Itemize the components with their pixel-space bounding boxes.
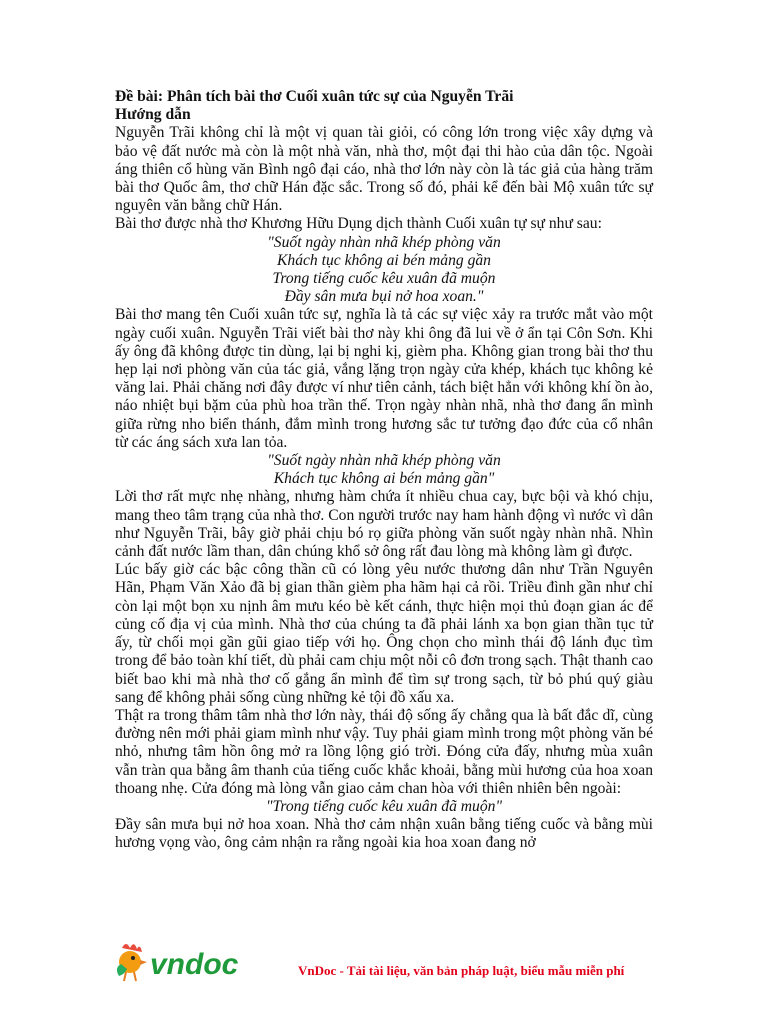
paragraph: Lời thơ rất mực nhẹ nhàng, nhưng hàm chứa ít nhiều chua cay, bực bội và khó chịu, mang theo tâm trạng của nhà thơ. Con người trước nay ham hành động vì nước vì dân như Nguyễn Trãi, bây giờ phải chịu bó rọ giữa phòng văn suốt ngày nhàn nhã. Nhìn cảnh đất nước lầm than, dân chúng khổ sở ông rất đau lòng mà không làm gì được. (115, 488, 653, 561)
paragraph: Lúc bấy giờ các bậc công thần cũ có lòng yêu nước thương dân như Trần Nguyên Hãn, Phạm Văn Xảo đã bị gian thần gièm pha hãm hại cả rồi. Triều đình gần như chỉ còn lại một bọn xu nịnh âm mưu kéo bè kết cánh, thực hiện mọi thủ đoạn gian ác để củng cố địa vị của mình. Nhà thơ của chúng ta đã phải lánh xa bọn gian thần tục tử ấy, từ chối mọi gần gũi giao tiếp với họ. Ông chọn cho mình thái độ lánh đục tìm trong để bảo toàn khí tiết, dù phải cam chịu một nỗi cô đơn trong sạch. Thật thanh cao biết bao khi mà nhà thơ cố gắng ẩn mình để tìm sự trong sạch, từ bỏ phú quý giàu sang để không phải sống cùng những kẻ tội đồ xấu xa. (115, 561, 654, 706)
logo-text: vndoc (150, 948, 239, 981)
paragraph: Bài thơ mang tên Cuối xuân tức sự, nghĩa là tả các sự việc xảy ra trước mắt vào một ngày cuối xuân. Nguyễn Trãi viết bài thơ này khi ông đã lui về ở ẩn tại Côn Sơn. Khi ấy ông đã không được tin dùng, lại bị nghi kị, gièm pha. Không gian trong bài thơ thu hẹp lại nơi phòng văn của tác giả, vắng lặng trọn ngày cửa khép, khách tục không kẻ văng lai. Phải chăng nơi đây được ví như tiên cảnh, tách biệt hẳn với không khí ồn ào, náo nhiệt bụi bặm của phù hoa trần thế. Trọn ngày nhàn nhã, nhà thơ đang ẩn mình giữa rừng nho biển thánh, đắm mình trong hương sắc tư tưởng đạo đức của cổ nhân từ các áng sách xưa lan tỏa. (115, 306, 653, 451)
document-subtitle: Hướng dẫn (115, 106, 191, 124)
paragraph: Nguyễn Trãi không chỉ là một vị quan tài giỏi, có công lớn trong việc xây dựng và bảo vệ đất nước mà còn là một nhà văn, nhà thơ, một đại thi hào của dân tộc. Ngoài áng thiên cổ hùng văn Bình ngô đại cáo, nhà thơ lớn này còn là tác giả của hàng trăm bài thơ Quốc âm, thơ chữ Hán đặc sắc. Trong số đó, phải kể đến bài Mộ xuân tức sự nguyên văn bằng chữ Hán. (115, 124, 653, 215)
document-page (115, 88, 653, 853)
paragraph: Đầy sân mưa bụi nở hoa xoan. Nhà thơ cảm nhận xuân bằng tiếng cuốc và bằng mùi hương vọng vào, ông cảm nhận ra rằng ngoài kia hoa xoan đang nở (115, 816, 653, 852)
document-body (115, 124, 653, 852)
paragraph: Bài thơ được nhà thơ Khương Hữu Dụng dịch thành Cuối xuân tự sự như sau: (115, 215, 602, 233)
rooster-icon (117, 944, 147, 981)
verse-line: "Suốt ngày nhàn nhã khép phòng văn (267, 452, 501, 470)
verse-line: Đầy sân mưa bụi nở hoa xoan." (284, 288, 484, 306)
verse-line: "Suốt ngày nhàn nhã khép phòng văn (267, 233, 501, 251)
vndoc-logo (108, 936, 268, 986)
page-footer (108, 936, 668, 986)
verse-line: Khách tục không ai bén mảng gần" (273, 470, 495, 488)
footer-text: VnDoc - Tải tài liệu, văn bản pháp luật, biểu mẫu miễn phí (298, 963, 625, 978)
verse-line: Trong tiếng cuốc kêu xuân đã muộn (272, 270, 496, 288)
verse-line: "Trong tiếng cuốc kêu xuân đã muộn" (266, 797, 502, 815)
verse-line: Khách tục không ai bén mảng gần (277, 251, 491, 269)
document-title: Đề bài: Phân tích bài thơ Cuối xuân tức sự của Nguyễn Trãi (115, 88, 514, 105)
paragraph: Thật ra trong thâm tâm nhà thơ lớn này, thái độ sống ấy chẳng qua là bất đắc dĩ, cùng đường nên mới phải giam mình như vậy. Tuy phải giam mình trong một phòng văn bé nhỏ, nhưng tâm hồn ông mở ra lồng lộng gió trời. Đóng cửa đấy, nhưng mùa xuân vẫn tràn qua bằng âm thanh của tiếng cuốc khắc khoải, bằng mùi hương của hoa xoan thoang nhẹ. Cửa đóng mà lòng vẫn giao cảm chan hòa với thiên nhiên bên ngoài: (115, 706, 653, 797)
